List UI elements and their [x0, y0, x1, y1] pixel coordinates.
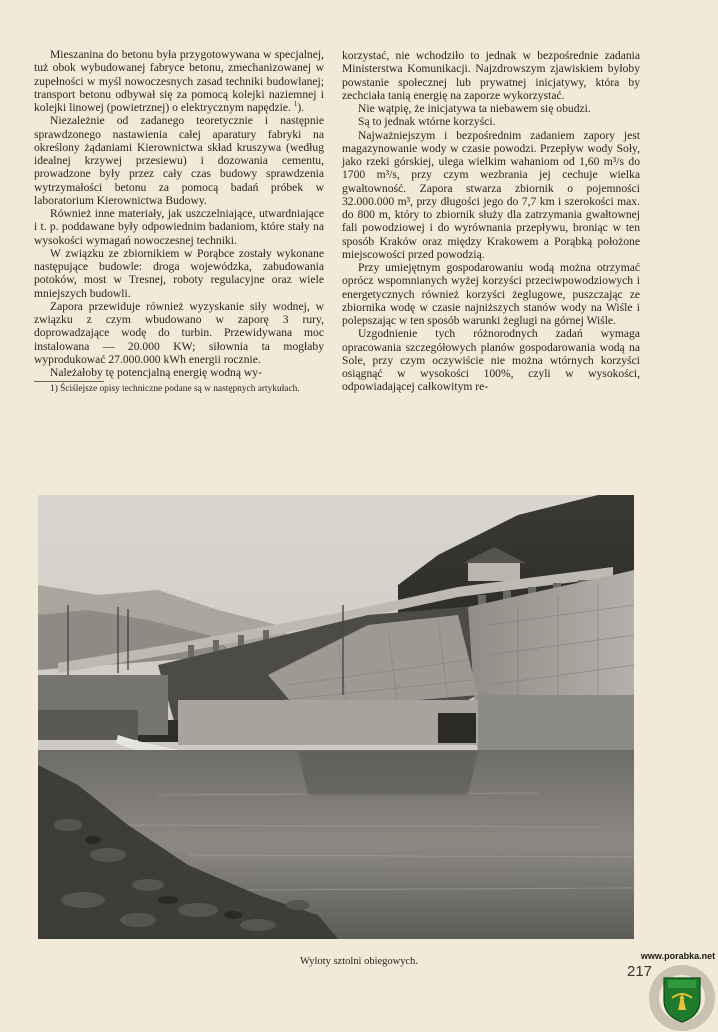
paragraph: Uzgodnienie tych różnorodnych zadań wymaga opracowania szczegółowych planów gospodarowania wodą na Sole, przy czym oczywiście nie można wtórnych korzyści osiągnąć w wysokości 100%, czyli w wysokości, odpowiadającej całkowitym re-: [342, 327, 640, 394]
paragraph: korzystać, nie wchodziło to jednak w bezpośrednie zadania Ministerstwa Komunikacji. Najzdrowszym zjawiskiem byłoby powstanie społecznej lub prywatnej inicjatywy, która by zechciała tanią energię na zaporze wykorzystać.: [342, 49, 640, 102]
site-watermark: [638, 948, 718, 1032]
paragraph: Mieszanina do betonu była przygotowywana w specjalnej, tuż obok wybudowanej fabryce betonu, zmechanizowanej w zupełności w myśl nowoczesnych zasad techniki budowlanej; transport betonu odbywał się za pomocą kolejki naziemnej i kolejki linowej (powietrznej) o elektrycznym napędzie. $^1$).: [34, 48, 324, 114]
page-number: 217: [627, 963, 653, 980]
footnote-divider: [34, 381, 104, 382]
dam-photograph-image: [38, 495, 634, 939]
paragraph: Również inne materiały, jak uszczelniające, utwardniające i t. p. poddawane były odpowiednim badaniom, które stały na wysokości wymagań nowoczesnej techniki.: [34, 207, 324, 247]
paragraph: Najważniejszym i bezpośrednim zadaniem zapory jest magazynowanie wody w czasie powodzi. Przepływ wody Soły, jako rzeki górskiej, ulega wielkim wahaniom od 1,60 m³/s do 1700 m³/s, przy czym wezbrania jej cechuje wielka gwałtowność. Zapora stwarza zbiornik o pojemności 32.000.000 m³, przy długości jego do 7,7 km i szerokości max. do 800 m, który to zbiornik służy dla zatrzymania gwałtownej fali powodziowej i do wyrównania przepływu, broniąc w ten sposób Kraków oraz między Krakowem a Porąbką położone miejscowości przed powodzią.: [342, 128, 640, 261]
paragraph: Zapora przewiduje również wyzyskanie siły wodnej, w związku z czym wbudowano w zaporę 3 rury, doprowadzające wodę do turbin. Przewidywana moc instalowana — 20.000 KW; siłownia ta mogłaby wyprodukować 27.000.000 kWh energii rocznie.: [34, 299, 324, 366]
right-column: [342, 49, 640, 394]
watermark-url: www.porabka.net: [640, 951, 716, 961]
paragraph: W związku ze zbiornikiem w Porąbce zostały wykonane następujące budowle: droga wojewódzka, zabudowania potoków, most w Tresnej, roboty regulacyjne oraz wiele mniejszych budowli.: [34, 246, 324, 300]
figure-caption: Wyloty sztolni obiegowych.: [299, 956, 419, 967]
left-column: [34, 48, 324, 395]
paragraph-text: Mieszanina do betonu była przygotowywana w specjalnej, tuż obok wybudowanej fabryce betonu, zmechanizowanej w zupełności w myśl nowoczesnych zasad techniki budowlanej; transport betonu odbywał się za pomocą kolejki naziemnej i kolejki linowej (powietrznej) o elektrycznym napędzie.: [34, 48, 324, 114]
society-emblem-icon: [638, 948, 718, 1032]
paragraph: Przy umiejętnym gospodarowaniu wodą można otrzymać oprócz wspomnianych wyżej korzyści przeciwpowodziowych i energetycznych również korzyści żeglugowe, puszczając ze zbiornika wodę w czasie najniższych stanów wody na Wiśle i polepszając w ten sposób warunki żeglugi na górnej Wiśle.: [342, 261, 640, 327]
footnote-text: Ściślejsze opisy techniczne podane są w następnych artykułach.: [60, 384, 300, 395]
paragraph: Są to jednak wtórne korzyści.: [358, 115, 496, 129]
footnote: [34, 384, 324, 395]
footnote-marker: 1): [50, 384, 58, 395]
dam-photograph: [38, 495, 634, 939]
paragraph: Niezależnie od zadanego teoretycznie i następnie sprawdzonego nastawienia całej aparatury fabryki na określony żądaniami Kierownictwa skład kruszywa (według idealnej krzywej przesiewu) i dozowania cementu, prowadzone były przez cały czas budowy sprawdzenia wytrzymałości betonu za pomocą badań próbek w laboratorium Kierownictwa Budowy.: [34, 114, 324, 207]
footnote-reference: 1: [293, 100, 298, 109]
paragraph: Należałoby tę potencjalną energię wodną wy-: [50, 366, 262, 379]
paragraph: Nie wątpię, że inicjatywa ta niebawem się obudzi.: [358, 102, 591, 115]
